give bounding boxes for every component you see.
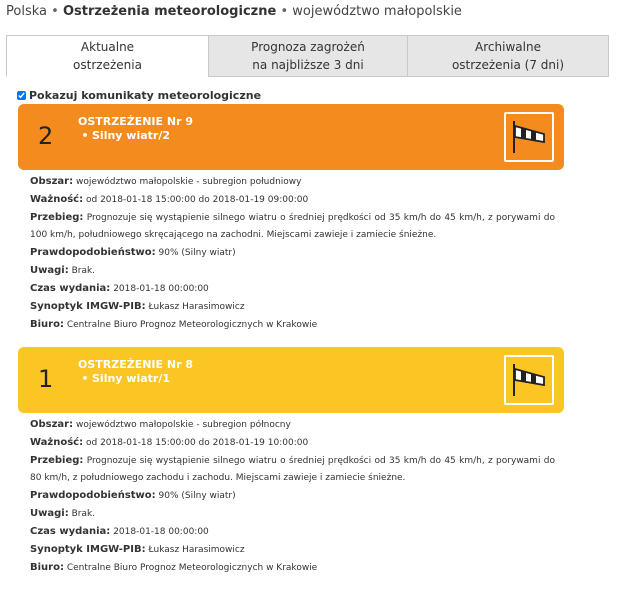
tab-bar bbox=[6, 35, 609, 77]
page-title: Ostrzeżenia meteorologiczne bbox=[62, 4, 277, 19]
warning-level: 2 bbox=[38, 122, 54, 150]
detail-forecaster: Synoptyk IMGW-PIB: Łukasz Harasimowicz bbox=[30, 544, 245, 555]
detail-office: Biuro: Centralne Biuro Prognoz Meteorologicznych w Krakowie bbox=[30, 319, 318, 330]
tab-label-line1: Aktualne bbox=[80, 40, 135, 54]
warning-phenomenon: • Silny wiatr/2 bbox=[81, 129, 171, 142]
tab-forecast-3-days[interactable] bbox=[208, 35, 408, 77]
warning-title: OSTRZEŻENIE Nr 8 bbox=[78, 358, 193, 371]
warning-banner-level-1 bbox=[18, 347, 564, 413]
windsock-icon bbox=[504, 112, 554, 162]
warning-details bbox=[30, 416, 555, 577]
warning-phenomenon: • Silny wiatr/1 bbox=[81, 372, 171, 385]
detail-area: Obszar: województwo małopolskie - subregion południowy bbox=[30, 176, 302, 187]
detail-remarks: Uwagi: Brak. bbox=[30, 265, 96, 276]
tab-label-line1: Prognoza zagrożeń bbox=[251, 40, 365, 54]
detail-validity: Ważność: od 2018-01-18 15:00:00 do 2018-01-19 10:00:00 bbox=[30, 437, 309, 448]
breadcrumb bbox=[6, 4, 462, 19]
detail-probability: Prawdopodobieństwo: 90% (Silny wiatr) bbox=[30, 490, 236, 501]
detail-forecaster: Synoptyk IMGW-PIB: Łukasz Harasimowicz bbox=[30, 301, 245, 312]
tab-archive-warnings[interactable] bbox=[407, 35, 609, 77]
show-bulletins-label: Pokazuj komunikaty meteorologiczne bbox=[29, 89, 262, 102]
tab-label-line2: na najbliższe 3 dni bbox=[252, 58, 364, 72]
tab-label-line2: ostrzeżenia (7 dni) bbox=[451, 58, 565, 72]
tab-label-line1: Archiwalne bbox=[475, 40, 541, 54]
warning-phenomenon-label: Silny wiatr/1 bbox=[92, 372, 171, 385]
show-bulletins-toggle[interactable] bbox=[17, 89, 261, 102]
detail-issued: Czas wydania: 2018-01-18 00:00:00 bbox=[30, 283, 209, 294]
breadcrumb-region: województwo małopolskie bbox=[292, 4, 462, 19]
breadcrumb-separator: • bbox=[51, 4, 59, 19]
breadcrumb-separator: • bbox=[280, 4, 289, 19]
breadcrumb-root-link[interactable]: Polska bbox=[6, 4, 47, 19]
tab-divider bbox=[208, 76, 609, 77]
warning-details bbox=[30, 173, 555, 334]
detail-probability: Prawdopodobieństwo: 90% (Silny wiatr) bbox=[30, 247, 236, 258]
show-bulletins-checkbox[interactable] bbox=[17, 91, 26, 100]
tab-label-line2: ostrzeżenia bbox=[73, 58, 142, 72]
detail-validity: Ważność: od 2018-01-18 15:00:00 do 2018-01-19 09:00:00 bbox=[30, 194, 309, 205]
warning-title: OSTRZEŻENIE Nr 9 bbox=[78, 115, 193, 128]
detail-issued: Czas wydania: 2018-01-18 00:00:00 bbox=[30, 526, 209, 537]
warning-banner-level-2 bbox=[18, 104, 564, 170]
detail-remarks: Uwagi: Brak. bbox=[30, 508, 96, 519]
detail-office: Biuro: Centralne Biuro Prognoz Meteorologicznych w Krakowie bbox=[30, 562, 318, 573]
detail-course: Przebieg: Prognozuje się wystąpienie silnego wiatru o średniej prędkości od 35 km/h do 45 km/h, z porywami do 80 km/h, z południowego zachodu i zachodu. Miejscami zawieje i zamiecie śnieżne. bbox=[30, 455, 555, 483]
tab-current-warnings[interactable] bbox=[6, 35, 209, 77]
warning-phenomenon-label: Silny wiatr/2 bbox=[92, 129, 171, 142]
detail-course: Przebieg: Prognozuje się wystąpienie silnego wiatru o średniej prędkości od 35 km/h do 45 km/h, z porywami do 100 km/h, południowego skręcającego na zachodni. Miejscami zawieje i zamiecie śnieżne. bbox=[30, 212, 555, 240]
warning-level: 1 bbox=[38, 365, 54, 393]
windsock-icon bbox=[504, 355, 554, 405]
detail-area: Obszar: województwo małopolskie - subregion północny bbox=[30, 419, 291, 430]
